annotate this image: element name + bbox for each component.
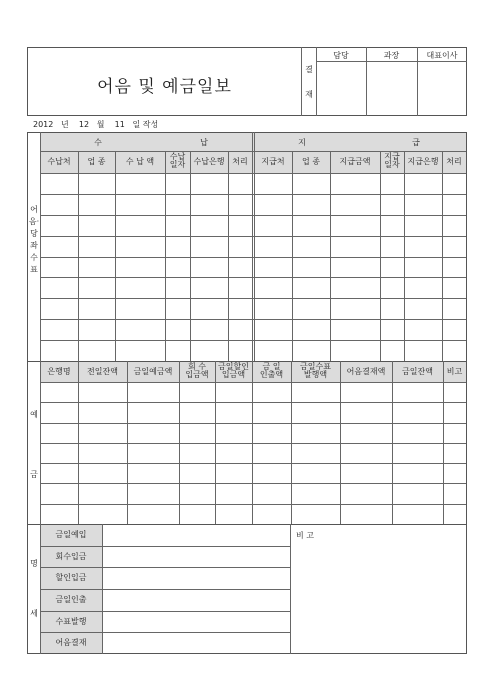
- details-row-label: 금일인출: [55, 594, 87, 604]
- date-year-unit: 년: [61, 120, 69, 129]
- deposit-row[interactable]: [41, 383, 465, 402]
- deposit-row[interactable]: [41, 403, 465, 422]
- date-line: [33, 119, 158, 130]
- deposits-column-header: 금 일 인출액: [259, 362, 284, 379]
- deposits-column-header: 금일예금액: [133, 367, 173, 376]
- deposits-column-header: 은행명: [47, 367, 71, 376]
- details-row-value[interactable]: [103, 525, 289, 546]
- receipt-row[interactable]: [41, 195, 251, 215]
- payment-row[interactable]: [255, 341, 465, 361]
- payment-column-header: 지급 일자: [384, 152, 400, 169]
- deposits-side-label-top: 예: [30, 410, 38, 419]
- approval-signature-manager[interactable]: [367, 62, 417, 115]
- approval-signature-staff[interactable]: [317, 62, 366, 115]
- receipt-row[interactable]: [41, 258, 251, 278]
- payment-column-header: 지급처: [261, 157, 285, 166]
- payment-row[interactable]: [255, 237, 465, 257]
- details-side-label-bottom: 세: [30, 609, 38, 618]
- details-row-value[interactable]: [103, 633, 289, 654]
- date-year: 2012: [33, 120, 54, 129]
- receipt-row[interactable]: [41, 341, 251, 361]
- deposit-row[interactable]: [41, 424, 465, 443]
- payment-row[interactable]: [255, 278, 465, 298]
- receipt-column-header: 수납 일자: [169, 152, 186, 169]
- header-divider: [301, 47, 302, 116]
- receipt-row[interactable]: [41, 320, 251, 340]
- deposits-column-header: 금일수표 발행액: [300, 362, 331, 379]
- approver-manager: 과장: [383, 51, 400, 60]
- deposits-column-header: 어음결재액: [346, 367, 386, 376]
- date-month: 12: [78, 120, 90, 129]
- details-remarks-area[interactable]: [291, 545, 466, 653]
- details-row-label: 수표발행: [55, 616, 87, 626]
- receipt-column-header: 처리: [232, 157, 248, 166]
- deposits-column-header: 비고: [446, 367, 463, 376]
- receipts-side-label: 어음·당좌수표: [28, 205, 40, 274]
- receipts-payment-divider-a: [252, 132, 253, 362]
- receipt-row[interactable]: [41, 216, 251, 236]
- approver-ceo: 대표이사: [426, 51, 458, 60]
- payment-row[interactable]: [255, 320, 465, 340]
- details-side-label-top: 명: [30, 559, 38, 568]
- receipt-group-right: 납: [200, 138, 208, 147]
- payment-column-header: 처리: [446, 157, 462, 166]
- receipt-row[interactable]: [41, 299, 251, 319]
- deposit-row[interactable]: [41, 444, 465, 463]
- deposit-row[interactable]: [41, 505, 465, 524]
- deposits-column-header: 금일잔액: [402, 367, 433, 376]
- payment-column-header: 지급은행: [407, 157, 439, 166]
- receipt-column-header: 수 납 액: [125, 157, 155, 166]
- payment-row[interactable]: [255, 174, 465, 194]
- deposit-row[interactable]: [41, 484, 465, 503]
- date-month-unit: 월: [96, 120, 105, 129]
- deposits-column-header: 전일잔액: [87, 367, 118, 376]
- receipt-column-header: 수납처: [47, 157, 71, 166]
- receipt-row[interactable]: [41, 237, 251, 257]
- deposits-side-label-bottom: 금: [30, 470, 38, 479]
- details-remarks-label: 비 고: [296, 531, 314, 540]
- approver-staff: 담당: [333, 51, 349, 60]
- receipts-group-line: [40, 151, 466, 152]
- details-row-value[interactable]: [103, 568, 289, 589]
- date-day-unit: 일: [132, 120, 141, 129]
- details-row-value[interactable]: [103, 612, 289, 633]
- approval-signature-ceo[interactable]: [418, 62, 466, 115]
- payment-group-right: 급: [412, 138, 420, 147]
- receipt-row[interactable]: [41, 174, 251, 194]
- details-row-value[interactable]: [103, 547, 289, 568]
- payment-row[interactable]: [255, 258, 465, 278]
- payment-group-left: 지: [298, 138, 306, 147]
- details-row-label: 회수입금: [55, 551, 87, 561]
- receipt-group-left: 수: [94, 138, 102, 147]
- receipt-column-header: 업 종: [87, 157, 106, 166]
- payment-row[interactable]: [255, 216, 465, 236]
- payment-row[interactable]: [255, 195, 465, 215]
- payment-row[interactable]: [255, 299, 465, 319]
- page-title: 어음 및 예금일보: [97, 77, 232, 97]
- deposits-column-header: 금일할인 입금액: [218, 362, 249, 379]
- details-row-label: 금일예입: [55, 529, 87, 539]
- approval-label-bottom: 재: [305, 90, 313, 99]
- details-row-label: 어음결재: [55, 637, 87, 647]
- payment-column-header: 지급금액: [339, 157, 371, 166]
- deposits-column-header: 회 수 입금액: [185, 362, 209, 379]
- deposit-row[interactable]: [41, 464, 465, 483]
- details-row-value[interactable]: [103, 590, 289, 611]
- date-suffix: 작성: [142, 120, 159, 129]
- payment-column-header: 업 종: [302, 157, 320, 166]
- details-row-label: 할인입금: [55, 572, 87, 582]
- receipt-column-header: 수납은행: [193, 157, 225, 166]
- approval-label-top: 결: [305, 65, 313, 74]
- receipt-row[interactable]: [41, 278, 251, 298]
- date-day: 11: [114, 120, 125, 129]
